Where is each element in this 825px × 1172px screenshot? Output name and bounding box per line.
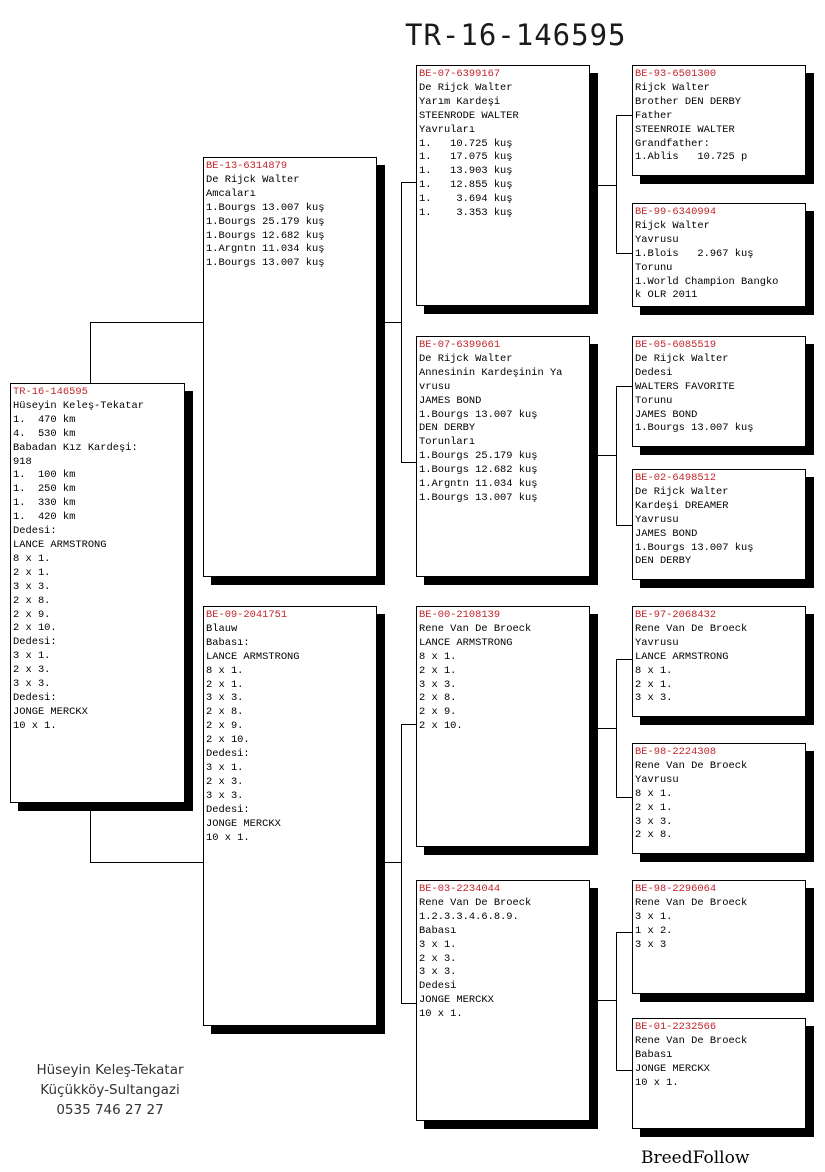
pedigree-line: Rene Van De Broeck [635,1034,748,1047]
pedigree-line: 8 x 1. [635,664,673,677]
pedigree-line: De Rijck Walter [419,352,513,365]
ring-number: BE-93-6501300 [635,68,717,80]
dam-card[interactable] [203,606,377,1026]
pedigree-line: Yarım Kardeşi [419,95,501,108]
pedigree-line: 3 x 1. [13,650,51,663]
connector-line [384,322,401,323]
pedigree-line: Amcaları [206,187,256,200]
pedigree-line: 1. 330 km [13,497,76,510]
connector-line [616,386,617,526]
pedigree-line: JAMES BOND [635,408,698,421]
pedigree-line: 1. 12.855 kuş [419,179,513,192]
connector-line [90,802,91,863]
breeder-location: Küçükköy-Sultangazi [40,1082,180,1098]
connector-line [597,1000,616,1001]
connector-line [90,322,204,323]
pedigree-line: Rene Van De Broeck [419,622,532,635]
pedigree-line: Yavruları [419,123,476,136]
pedigree-title: TR-16-146595 [405,18,627,52]
pedigree-line: DEN DERBY [419,422,476,435]
brand-logo-text: BreedFollow [641,1148,750,1168]
pedigree-line: 1. 470 km [13,413,76,426]
pedigree-line: 2 x 9. [206,720,244,733]
pedigree-line: WALTERS FAVORITE [635,380,735,393]
pedigree-line: Dedesi [635,366,673,379]
pedigree-line: 3 x 3. [13,678,51,691]
ring-number: BE-01-2232566 [635,1021,717,1033]
pedigree-line: k OLR 2011 [635,289,698,302]
pedigree-line: 1.Argntn 11.034 kuş [419,478,538,491]
ring-number: BE-00-2108139 [419,609,501,621]
pedigree-line: 10 x 1. [13,719,57,732]
connector-line [597,728,616,729]
connector-line [616,253,632,254]
pedigree-line: 3 x 3. [419,678,457,691]
dam-sire-card[interactable] [416,606,590,847]
pedigree-line: 2 x 10. [419,720,463,733]
pedigree-line: 1. 100 km [13,469,76,482]
connector-line [401,724,402,1004]
pedigree-line: vrusu [419,380,451,393]
ring-number: BE-07-6399661 [419,339,501,351]
pedigree-line: 1.Bourgs 13.007 kuş [419,408,538,421]
sire-dam-sire-card[interactable] [632,336,806,447]
connector-line [616,386,632,387]
pedigree-line: JAMES BOND [419,394,482,407]
connector-line [597,185,616,186]
pedigree-line: Torunu [635,261,673,274]
connector-line [616,797,632,798]
connector-line [90,322,91,383]
pedigree-line: Rene Van De Broeck [635,759,748,772]
connector-line [616,932,632,933]
dam-dam-card[interactable] [416,880,590,1121]
pedigree-line: 3 x 3 [635,938,667,951]
sire-dam-dam-card[interactable] [632,469,806,580]
ring-number: BE-13-6314879 [206,160,288,172]
sire-card[interactable] [203,157,377,577]
connector-line [401,462,417,463]
pedigree-line: 1.2.3.3.4.6.8.9. [419,910,519,923]
pedigree-line: 1.Bourgs 25.179 kuş [206,215,325,228]
pedigree-line: 8 x 1. [419,650,457,663]
connector-line [597,455,616,456]
connector-line [401,182,402,463]
sire-sire-card[interactable] [416,65,590,306]
pedigree-line: 1. 420 km [13,511,76,524]
connector-line [616,659,632,660]
pedigree-line: De Rijck Walter [635,352,729,365]
pedigree-line: Father [635,109,673,122]
pedigree-line: 1.Bourgs 12.682 kuş [419,464,538,477]
pedigree-line: 3 x 1. [206,761,244,774]
pedigree-line: 2 x 8. [13,594,51,607]
connector-line [401,724,417,725]
connector-line [616,659,617,798]
pedigree-line: JONGE MERCKX [635,1062,710,1075]
pedigree-line: Brother DEN DERBY [635,95,742,108]
pedigree-line: 2 x 8. [206,706,244,719]
pedigree-line: Rene Van De Broeck [635,622,748,635]
connector-line [401,182,417,183]
pedigree-line: 2 x 1. [206,678,244,691]
pedigree-line: Dedesi: [206,803,250,816]
pedigree-line: 8 x 1. [635,787,673,800]
ring-number: BE-07-6399167 [419,68,501,80]
pedigree-line: Blauw [206,622,238,635]
pedigree-line: Kardeşi DREAMER [635,499,729,512]
pedigree-line: STEENRODE WALTER [419,109,519,122]
pedigree-line: Rijck Walter [635,219,710,232]
pedigree-line: 2 x 3. [13,664,51,677]
connector-line [384,862,401,863]
pedigree-line: Rijck Walter [635,81,710,94]
pedigree-line: 1.Bourgs 13.007 kuş [635,422,754,435]
sire-sire-dam-card[interactable] [632,203,806,307]
pedigree-line: 3 x 3. [206,692,244,705]
pedigree-line: 10 x 1. [419,1008,463,1021]
pedigree-line: 1.World Champion Bangko [635,275,779,288]
pedigree-line: LANCE ARMSTRONG [635,650,729,663]
pedigree-line: 1.Blois 2.967 kuş [635,247,754,260]
pedigree-line: 3 x 3. [206,789,244,802]
pedigree-line: Torunu [635,394,673,407]
connector-line [401,1003,417,1004]
pedigree-line: 3 x 3. [13,580,51,593]
dam-dam-sire-card[interactable] [632,880,806,994]
pedigree-line: Rene Van De Broeck [419,896,532,909]
pedigree-line: Dedesi: [206,748,250,761]
pedigree-line: JONGE MERCKX [419,994,494,1007]
pedigree-line: 1.Argntn 11.034 kuş [206,243,325,256]
pedigree-line: 2 x 1. [13,566,51,579]
pedigree-line: Babası [635,1048,673,1061]
subject-pigeon-card[interactable] [10,383,185,803]
pedigree-line: 1.Bourgs 13.007 kuş [206,257,325,270]
pedigree-line: Babası: [206,636,250,649]
pedigree-line: 1.Ablis 10.725 p [635,151,748,164]
pedigree-line: 10 x 1. [635,1076,679,1089]
pedigree-line: Dedesi [419,980,457,993]
sire-sire-sire-card[interactable] [632,65,806,176]
connector-line [616,115,617,254]
pedigree-line: 2 x 1. [419,664,457,677]
pedigree-line: 918 [13,455,32,468]
pedigree-line: 2 x 10. [13,622,57,635]
pedigree-line: Babadan Kız Kardeşi: [13,441,138,454]
pedigree-line: Dedesi: [13,636,57,649]
breeder-name: Hüseyin Keleş-Tekatar [36,1062,184,1078]
pedigree-line: 2 x 1. [635,678,673,691]
pedigree-line: STEENROIE WALTER [635,123,735,136]
pedigree-line: Hüseyin Keleş-Tekatar [13,399,144,412]
sire-dam-card[interactable] [416,336,590,577]
pedigree-line: 2 x 3. [419,952,457,965]
pedigree-line: Yavrusu [635,233,679,246]
pedigree-line: Babası [419,924,457,937]
pedigree-line: 1. 250 km [13,483,76,496]
pedigree-line: 3 x 1. [419,938,457,951]
ring-number: TR-16-146595 [13,386,88,398]
dam-sire-sire-card[interactable] [632,606,806,717]
breeder-phone: 0535 746 27 27 [56,1102,164,1118]
connector-line [616,115,632,116]
pedigree-line: Grandfather: [635,137,710,150]
pedigree-line: DEN DERBY [635,555,692,568]
connector-line [616,525,632,526]
dam-sire-dam-card[interactable] [632,743,806,854]
pedigree-line: 2 x 9. [13,608,51,621]
pedigree-line: De Rijck Walter [206,173,300,186]
pedigree-line: Yavrusu [635,773,679,786]
pedigree-line: 10 x 1. [206,831,250,844]
ring-number: BE-02-6498512 [635,472,717,484]
pedigree-line: 8 x 1. [13,552,51,565]
pedigree-line: 1. 17.075 kuş [419,151,513,164]
pedigree-line: 1. 3.694 kuş [419,193,513,206]
pedigree-line: 1.Bourgs 12.682 kuş [206,229,325,242]
ring-number: BE-98-2224308 [635,746,717,758]
ring-number: BE-99-6340994 [635,206,717,218]
pedigree-line: 1. 10.725 kuş [419,137,513,150]
pedigree-line: Dedesi: [13,525,57,538]
pedigree-line: Annesinin Kardeşinin Ya [419,366,563,379]
pedigree-line: Yavrusu [635,513,679,526]
pedigree-line: 3 x 3. [419,966,457,979]
breeder-contact [30,1060,190,1120]
pedigree-line: 1.Bourgs 13.007 kuş [635,541,754,554]
pedigree-line: JONGE MERCKX [13,705,88,718]
pedigree-line: 4. 530 km [13,427,76,440]
pedigree-line: 1. 3.353 kuş [419,207,513,220]
pedigree-line: Dedesi: [13,691,57,704]
pedigree-line: 1. 13.903 kuş [419,165,513,178]
ring-number: BE-09-2041751 [206,609,288,621]
pedigree-line: Rene Van De Broeck [635,896,748,909]
pedigree-line: LANCE ARMSTRONG [419,636,513,649]
pedigree-line: Torunları [419,436,476,449]
pedigree-line: De Rijck Walter [635,485,729,498]
pedigree-line: 2 x 8. [635,829,673,842]
pedigree-line: De Rijck Walter [419,81,513,94]
pedigree-line: 2 x 10. [206,734,250,747]
pedigree-line: 1.Bourgs 13.007 kuş [206,201,325,214]
pedigree-line: 2 x 3. [206,775,244,788]
pedigree-line: 3 x 3. [635,692,673,705]
pedigree-line: 2 x 9. [419,706,457,719]
pedigree-line: LANCE ARMSTRONG [13,538,107,551]
connector-line [616,932,617,1071]
pedigree-line: 8 x 1. [206,664,244,677]
ring-number: BE-97-2068432 [635,609,717,621]
pedigree-line: 2 x 8. [419,692,457,705]
pedigree-line: JAMES BOND [635,527,698,540]
pedigree-line: 1.Bourgs 13.007 kuş [419,491,538,504]
pedigree-line: 1 x 2. [635,924,673,937]
dam-dam-dam-card[interactable] [632,1018,806,1129]
pedigree-line: JONGE MERCKX [206,817,281,830]
ring-number: BE-98-2296064 [635,883,717,895]
pedigree-line: 1.Bourgs 25.179 kuş [419,450,538,463]
ring-number: BE-03-2234044 [419,883,501,895]
ring-number: BE-05-6085519 [635,339,717,351]
pedigree-line: 3 x 3. [635,815,673,828]
connector-line [90,862,204,863]
pedigree-line: 3 x 1. [635,910,673,923]
connector-line [616,1070,632,1071]
pedigree-line: Yavrusu [635,636,679,649]
pedigree-line: LANCE ARMSTRONG [206,650,300,663]
pedigree-line: 2 x 1. [635,801,673,814]
